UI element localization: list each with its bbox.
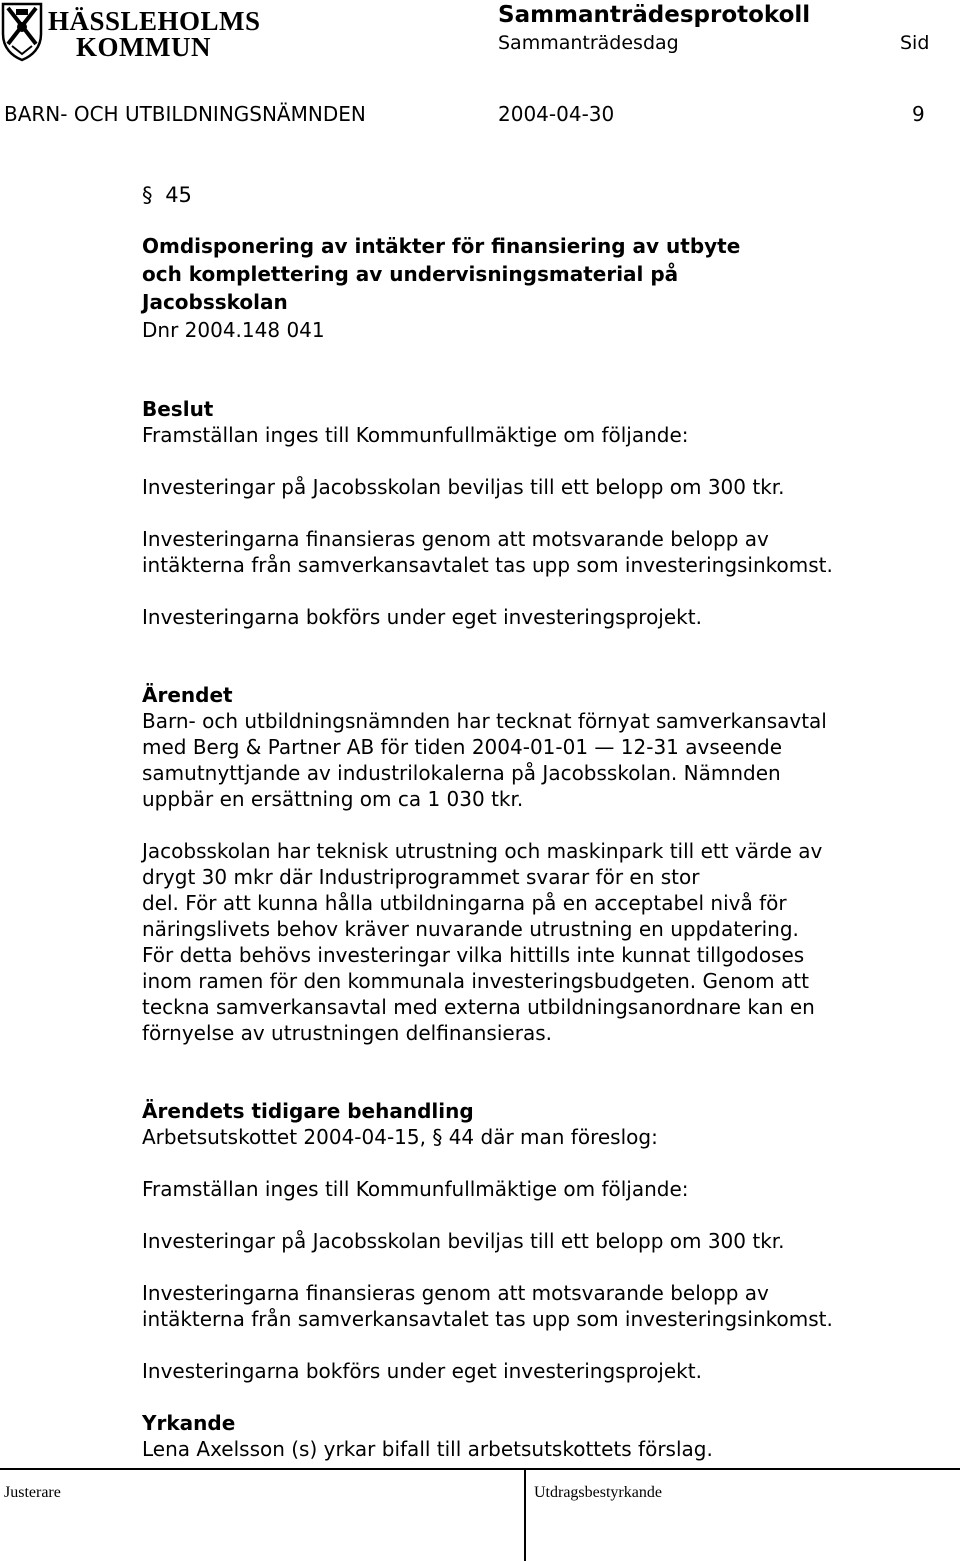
arendet-p2-line: näringslivets behov kräver nuvarande utrustning en uppdatering. (142, 917, 799, 941)
arendet-p2-line: Jacobsskolan har teknisk utrustning och maskinpark till ett värde av (142, 839, 823, 863)
beslut-p2-line1: Investeringarna finansieras genom att motsvarande belopp av (142, 527, 769, 551)
arendet-p2-line: För detta behövs investeringar vilka hittills inte kunnat tillgodoses (142, 943, 805, 967)
tidigare-p2-line2: intäkterna från samverkansavtalet tas upp som investeringsinkomst. (142, 1307, 833, 1331)
paragraph-number (142, 183, 192, 207)
case-title-line2: och komplettering av undervisningsmaterial på (142, 262, 679, 286)
section-number: 45 (165, 183, 192, 207)
beslut-intro: Framställan inges till Kommunfullmäktige om följande: (142, 423, 689, 447)
beslut-p3: Investeringarna bokförs under eget investeringsprojekt. (142, 605, 702, 629)
arendet-p2-line: inom ramen för den kommunala investeringsbudgeten. Genom att (142, 969, 809, 993)
org-name-line1: HÄSSLEHOLMS (48, 6, 261, 36)
arendet-p1-line: med Berg & Partner AB för tiden 2004-01-01 — 12-31 avseende (142, 735, 783, 759)
beslut-p1: Investeringar på Jacobsskolan beviljas till ett belopp om 300 tkr. (142, 475, 785, 499)
page-label: Sid (900, 32, 930, 54)
case-dnr: Dnr 2004.148 041 (142, 318, 325, 342)
arendet-p1-line: uppbär en ersättning om ca 1 030 tkr. (142, 787, 524, 811)
document-title: Sammanträdesprotokoll (498, 2, 811, 28)
arendet-p2-line: teckna samverkansavtal med externa utbildningsanordnare kan en (142, 995, 815, 1019)
meeting-date-label: Sammanträdesdag (498, 32, 679, 54)
footer-justerare-label: Justerare (4, 1484, 61, 1501)
footer-divider (0, 1468, 960, 1470)
tidigare-p2-line1: Investeringarna finansieras genom att motsvarande belopp av (142, 1281, 769, 1305)
section-symbol: § (142, 183, 153, 207)
case-title-line1: Omdisponering av intäkter för finansiering av utbyte (142, 234, 741, 258)
arendet-heading: Ärendet (142, 683, 233, 707)
footer-utdragsbestyrkande-label: Utdragsbestyrkande (534, 1484, 662, 1501)
committee-name: BARN- OCH UTBILDNINGSNÄMNDEN (4, 102, 366, 126)
tidigare-heading: Ärendets tidigare behandling (142, 1099, 474, 1123)
arendet-p2-line: del. För att kunna hålla utbildningarna på en acceptabel nivå för (142, 891, 787, 915)
tidigare-p0: Framställan inges till Kommunfullmäktige om följande: (142, 1177, 689, 1201)
tidigare-intro: Arbetsutskottet 2004-04-15, § 44 där man föreslog: (142, 1125, 658, 1149)
tidigare-p3: Investeringarna bokförs under eget investeringsprojekt. (142, 1359, 702, 1383)
case-title-line3: Jacobsskolan (142, 290, 288, 314)
beslut-p2-line2: intäkterna från samverkansavtalet tas upp som investeringsinkomst. (142, 553, 833, 577)
arendet-p1-line: samutnyttjande av industrilokalerna på Jacobsskolan. Nämnden (142, 761, 781, 785)
meeting-date: 2004-04-30 (498, 102, 615, 126)
yrkande-heading: Yrkande (142, 1411, 236, 1435)
arendet-p1-line: Barn- och utbildningsnämnden har tecknat förnyat samverkansavtal (142, 709, 827, 733)
tidigare-p1: Investeringar på Jacobsskolan beviljas till ett belopp om 300 tkr. (142, 1229, 785, 1253)
yrkande-text: Lena Axelsson (s) yrkar bifall till arbetsutskottets förslag. (142, 1437, 713, 1461)
org-name-line2: KOMMUN (76, 32, 211, 62)
beslut-heading: Beslut (142, 397, 214, 421)
footer-divider-vertical (524, 1469, 526, 1561)
municipality-coat-of-arms-icon (0, 0, 44, 62)
arendet-p2-line: drygt 30 mkr där Industriprogrammet svarar för en stor (142, 865, 700, 889)
page-number: 9 (912, 102, 925, 126)
arendet-p2-line: förnyelse av utrustningen delfinansieras. (142, 1021, 552, 1045)
